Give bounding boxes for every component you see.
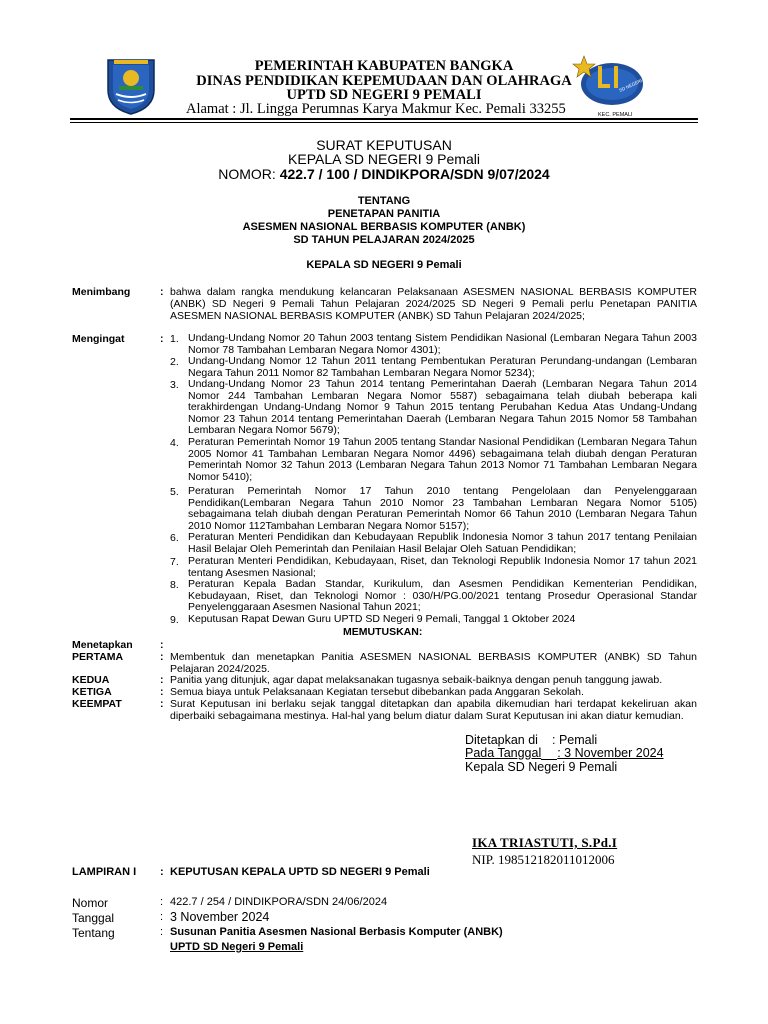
mengingat-label: Mengingat bbox=[72, 333, 125, 345]
mengingat-item: Undang-Undang Nomor 12 Tahun 2011 tentang Pembentukan Peraturan Perundang-undangan (Lembaran Negara Tahun 2011 Nomor 82 Tambahan Lembaran Negara Nomor 5234); bbox=[188, 355, 697, 379]
header-rule-thick bbox=[70, 118, 698, 120]
lampiran-label: LAMPIRAN I bbox=[72, 866, 137, 878]
mengingat-item: Peraturan Menteri Pendidikan dan Kebudayaan Republik Indonesia Nomor 3 tahun 2017 tentang Penilaian Hasil Belajar Oleh Pemerintah dan Penilaian Hasil Belajar Oleh Satuan Pendidikan; bbox=[188, 531, 697, 555]
mengingat-num: 7. bbox=[170, 556, 179, 568]
decision-text-ketiga: Semua biaya untuk Pelaksanaan Kegiatan tersebut dibebankan pada Anggaran Sekolah. bbox=[170, 686, 584, 698]
mengingat-item: Undang-Undang Nomor 20 Tahun 2003 tentang Sistem Pendidikan Nasional (Lembaran Negara Tahun 2003 Nomor 78 Tambahan Lembaran Negara Nomor 4301); bbox=[188, 332, 697, 356]
header-rule-thin bbox=[70, 122, 698, 123]
signer-nip: NIP. 198512182011012006 bbox=[472, 852, 615, 867]
decree-issuer: KEPALA SD NEGERI 9 Pemali bbox=[288, 151, 480, 167]
decree-title: SURAT KEPUTUSAN bbox=[316, 137, 452, 153]
lampiran-tentang-line-2: UPTD SD Negeri 9 Pemali bbox=[170, 941, 304, 953]
decision-colon: : bbox=[160, 674, 164, 686]
mengingat-item: Peraturan Menteri Pendidikan, Kebudayaan, Riset, dan Teknologi Republik Indonesia Nomor 17 tahun 2021 tentang Asesmen Nasional; bbox=[188, 555, 697, 579]
lampiran-title: KEPUTUSAN KEPALA UPTD SD NEGERI 9 Pemali bbox=[170, 866, 430, 878]
mengingat-item: Keputusan Rapat Dewan Guru UPTD SD Negeri 9 Pemali, Tanggal 1 Oktober 2024 bbox=[188, 613, 576, 625]
menetapkan-label: Menetapkan bbox=[72, 639, 133, 651]
decision-text-keempat: Surat Keputusan ini berlaku sejak tanggal ditetapkan dan apabila dikemudian hari terdapat kekeliruan akan diperbaiki sebagaimana mestinya. Hal-hal yang belum diatur dalam Surat Keputusan ini akan diatur kemudian. bbox=[170, 698, 697, 722]
mengingat-num: 2. bbox=[170, 356, 179, 368]
menimbang-label: Menimbang bbox=[72, 286, 131, 298]
mengingat-num: 5. bbox=[170, 486, 179, 498]
tanggal-row bbox=[465, 746, 664, 760]
lampiran-colon: : bbox=[160, 866, 164, 878]
tanggal-label: Pada Tanggal bbox=[465, 746, 542, 760]
ditetapkan-value: : Pemali bbox=[552, 733, 598, 747]
mengingat-num: 3. bbox=[170, 379, 179, 391]
lampiran-tentang-line-1: Susunan Panitia Asesmen Nasional Berbasis Komputer (ANBK) bbox=[170, 926, 503, 938]
lampiran-colon: : bbox=[160, 911, 164, 923]
decision-text-pertama: Membentuk dan menetapkan Panitia ASESMEN NASIONAL BERBASIS KOMPUTER (ANBK) SD Tahun Pelajaran 2024/2025. bbox=[170, 651, 697, 675]
kop-line-3: UPTD SD NEGERI 9 PEMALI bbox=[286, 87, 482, 103]
kop-line-1: PEMERINTAH KABUPATEN BANGKA bbox=[254, 58, 514, 74]
lampiran-colon: : bbox=[160, 926, 164, 938]
mengingat-item: Peraturan Pemerintah Nomor 17 Tahun 2010 tentang Pengelolaan dan Penyelenggaraan Pendidikan(Lembaran Negara Tahun 2010 Nomor 23 Tambahan Lembaran Negara Nomor 5105) sebagaimana telah diubah dengan Peraturan Pemerintah Nomor 66 Tahun 2010 (Lembaran Negara Tahun 2010 Nomor 112Tambahan Lembaran Negara Nomor 5157); bbox=[188, 485, 697, 532]
subject-line-3: SD TAHUN PELAJARAN 2024/2025 bbox=[293, 234, 475, 246]
signer-name: IKA TRIASTUTI, S.Pd.I bbox=[472, 835, 618, 850]
mengingat-num: 4. bbox=[170, 437, 179, 449]
lampiran-nomor-value: 422.7 / 254 / DINDIKPORA/SDN 24/06/2024 bbox=[170, 896, 388, 908]
lampiran-tentang-label: Tentang bbox=[72, 926, 115, 940]
mengingat-item: Undang-Undang Nomor 23 Tahun 2014 tentang Pemerintahan Daerah (Lembaran Negara Tahun 2014 Nomor 244 Tambahan Lembaran Negara Nomor 5587) sebagaimana telah diubah beberapa kali terakhirdengan Undang-Undang Nomor 9 Tahun 2015 tentang Perubahan Kedua Atas Undang-Undang Nomor 23 Tahun 2014 tentang Pemerintahan Daerah (Lembaran Negara Tahun 2015 Nomor 58 Tambahan Lembaran Negara Nomor 5679); bbox=[188, 378, 697, 437]
lampiran-colon: : bbox=[160, 896, 164, 908]
signer-position: Kepala SD Negeri 9 Pemali bbox=[465, 760, 618, 774]
mengingat-item: Peraturan Kepala Badan Standar, Kurikulum, dan Asesmen Pendidikan Kementerian Pendidikan, Kebudayaan, Riset, dan Teknologi Nomor : 030/H/PG.00/2021 tentang Prosedur Operasional Standar Penyelenggaraan Asesmen Nasional Tahun 2021; bbox=[188, 578, 697, 614]
mengingat-num: 8. bbox=[170, 579, 179, 591]
memutuskan-heading: MEMUTUSKAN: bbox=[343, 626, 423, 638]
decision-text-kedua: Panitia yang ditunjuk, agar dapat melaksanakan tugasnya sebaik-baiknya dengan penuh tanggung jawab. bbox=[170, 674, 663, 686]
ditetapkan-label: Ditetapkan di bbox=[465, 733, 538, 747]
decision-colon: : bbox=[160, 651, 164, 663]
mengingat-num: 6. bbox=[170, 532, 179, 544]
decision-colon: : bbox=[160, 686, 164, 698]
lampiran-tanggal-label: Tanggal bbox=[72, 911, 115, 925]
decision-label-kedua: KEDUA bbox=[72, 674, 110, 686]
subject-issuer: KEPALA SD NEGERI 9 Pemali bbox=[306, 259, 462, 271]
mengingat-colon: : bbox=[160, 333, 164, 345]
svg-text:SD NEGERI 9: SD NEGERI 9 bbox=[618, 76, 646, 93]
tanggal-value: : 3 November 2024 bbox=[557, 746, 664, 760]
tentang-heading: TENTANG bbox=[357, 195, 411, 207]
lampiran-tanggal-value: 3 November 2024 bbox=[170, 910, 270, 924]
decision-colon: : bbox=[160, 698, 164, 710]
decree-number: NOMOR: 422.7 / 100 / DINDIKPORA/SDN 9/07/2024 bbox=[218, 166, 550, 182]
decision-label-ketiga: KETIGA bbox=[72, 686, 112, 698]
subject-line-2: ASESMEN NASIONAL BERBASIS KOMPUTER (ANBK) bbox=[242, 221, 526, 233]
address-mask bbox=[568, 98, 580, 116]
mengingat-num: 1. bbox=[170, 333, 179, 345]
mengingat-num: 9. bbox=[170, 614, 179, 626]
svg-text:KEC. PEMALI: KEC. PEMALI bbox=[598, 112, 633, 118]
decision-label-pertama: PERTAMA bbox=[72, 651, 124, 663]
mengingat-item: Peraturan Pemerintah Nomor 19 Tahun 2005 tentang Standar Nasional Pendidikan (Lembaran Negara Tahun 2005 Nomor 41 Tambahan Lembaran Negara Nomor 4496) sebagaimana telah diubah dengan Peraturan Pemerintah Nomor 32 Tahun 2013 (Lembaran Negara Tahun 2013 Nomor 71 Tambahan Lembaran Negara Nomor 5410); bbox=[188, 436, 697, 483]
lampiran-nomor-label: Nomor bbox=[72, 896, 109, 910]
kop-line-2: DINAS PENDIDIKAN KEPEMUDAAN DAN OLAHRAGA bbox=[196, 73, 572, 89]
menetapkan-colon: : bbox=[160, 639, 164, 651]
kop-address: Alamat : Jl. Lingga Perumnas Karya Makmur Kec. Pemali 33255 bbox=[186, 101, 566, 117]
menimbang-colon: : bbox=[160, 286, 164, 298]
subject-line-1: PENETAPAN PANITIA bbox=[327, 208, 441, 220]
decision-label-keempat: KEEMPAT bbox=[72, 698, 122, 710]
menimbang-text: bahwa dalam rangka mendukung kelancaran Pelaksanaan ASESMEN NASIONAL BERBASIS KOMPUTER (ANBK) SD Negeri 9 Pemali Tahun Pelajaran 2024/2025 SD Negeri 9 Pemali perlu Penetapan PANITIA ASESMEN NASIONAL BERBASIS KOMPUTER (ANBK) SD Tahun Pelajaran 2024/2025; bbox=[170, 286, 697, 322]
